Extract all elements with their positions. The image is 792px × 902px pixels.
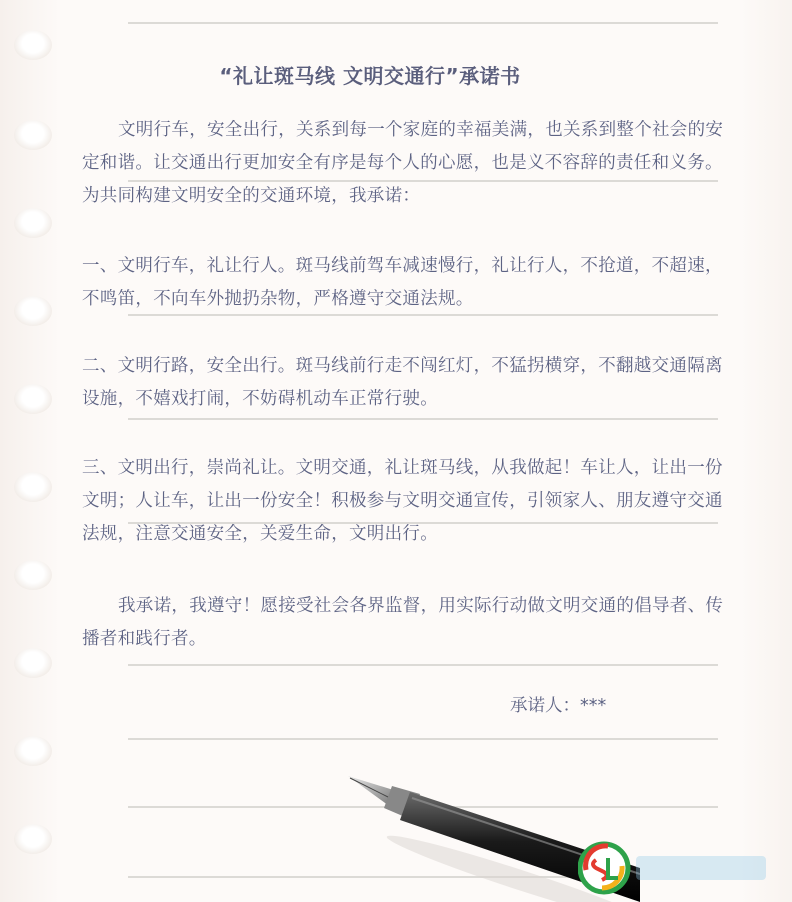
ruled-line <box>128 22 718 24</box>
pledge-item-2: 二、文明行路，安全出行。斑马线前行走不闯红灯，不猛拐横穿，不翻越交通隔离设施，不嬉戏打闹，不妨碍机动车正常行驶。 <box>82 356 723 409</box>
binder-hole <box>14 120 52 150</box>
ruled-line <box>128 738 718 740</box>
binder-holes <box>0 0 60 902</box>
binder-hole <box>14 208 52 238</box>
binder-hole <box>14 560 52 590</box>
binder-hole <box>14 472 52 502</box>
binder-hole <box>14 296 52 326</box>
binder-hole <box>14 30 52 60</box>
binder-hole <box>14 384 52 414</box>
signer-line: 承诺人：*** <box>510 696 607 716</box>
binder-hole <box>14 736 52 766</box>
pledge-item-1: 一、文明行车，礼让行人。斑马线前驾车减速慢行，礼让行人，不抢道，不超速，不鸣笛，不向车外抛扔杂物，严格遵守交通法规。 <box>82 256 723 309</box>
binder-hole <box>14 648 52 678</box>
site-logo-icon <box>578 836 778 896</box>
pledge-item-3: 三、文明出行，崇尚礼让。文明交通，礼让斑马线，从我做起！车让人，让出一份文明；人让车，让出一份安全！积极参与文明交通宣传，引领家人、朋友遵守交通法规，注意交通安全，关爱生命，文明出行。 <box>82 458 723 544</box>
closing-paragraph: 我承诺，我遵守！愿接受社会各界监督，用实际行动做文明交通的倡导者、传播者和践行者。 <box>82 596 724 649</box>
binder-hole <box>14 824 52 854</box>
ruled-line <box>128 418 718 420</box>
document-title: “礼让斑马线 文明交通行”承诺书 <box>219 64 521 88</box>
intro-paragraph: 文明行车，安全出行，关系到每一个家庭的幸福美满，也关系到整个社会的安定和谐。让交通出行更加安全有序是每个人的心愿，也是义不容辞的责任和义务。为共同构建文明安全的交通环境，我承诺： <box>82 120 724 206</box>
ruled-line <box>128 664 718 666</box>
